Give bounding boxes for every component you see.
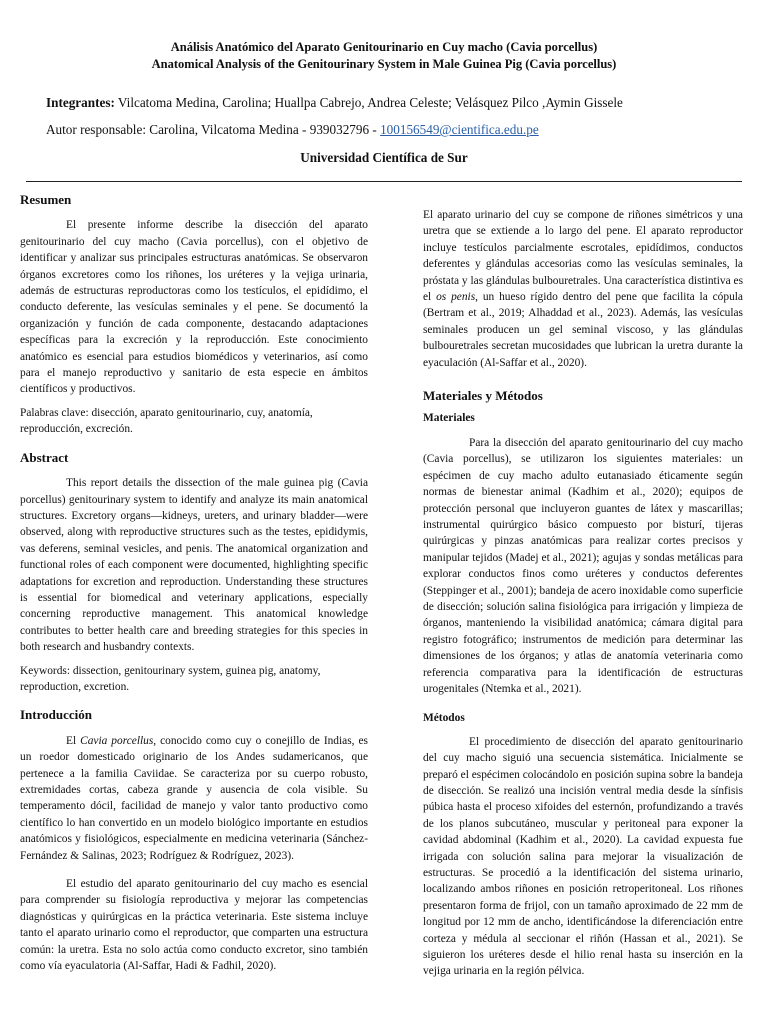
university-name: Universidad Científica de Sur: [300, 150, 468, 165]
paper-title-english: Anatomical Analysis of the Genitourinary System in Male Guinea Pig (Cavia porcellus): [151, 57, 617, 71]
abstract-body: This report details the dissection of the male guinea pig (Cavia porcellus) genitourinary system to identify and analyze its main anatomical structures. Excretory organs—kidneys, ureters, and urinary bladder—were observed, along with reproductive structures such as the testes, epididymis, vas deferens, seminal vesicles, and penis. The anatomical organization and functional roles of each component were documented, highlighting specific adaptations for excretion and reproduction. Understanding these structures is essential for biomedical and veterinary applications, especially concerning reproductive management. This anatomical knowledge contributes to better health care and breeding strategies for this species in both research and husbandry contexts.: [20, 477, 368, 654]
materials-heading: Materiales: [423, 412, 475, 425]
members-label: Integrantes:: [46, 95, 115, 110]
intro-p1-pre: El: [66, 734, 81, 747]
intro-p3-pre: El aparato urinario del cuy se compone de riñones simétricos y una uretra que se extiende a lo largo del pene. El aparato reproductor incluye testículos parcialmente escrotales, epidídimos, conductos deferentes y glándulas accesorias como las vesículas seminales, la próstata y las glándulas bulbouretrales. Una característica distintiva es el: [423, 209, 743, 304]
right-column: [423, 207, 743, 980]
intro-paragraph-2: El estudio del aparato genitourinario del cuy macho es esencial para comprender su fisiología reproductiva y mejorar las competencias diagnósticas y quirúrgicas en la práctica veterinaria. Este sistema incluye tanto el aparato urinario como el reproductor, que comparten una estructura común: la uretra. Esta no solo actúa como conducto excretor, sino también como vía eyaculatoria (Al-Saffar, Hadi & Fadhil, 2020).: [20, 878, 368, 973]
materials-body: Para la disección del aparato genitourinario del cuy macho (Cavia porcellus), se utilizaron los siguientes materiales: un espécimen de cuy macho adulto eutanasiado éticamente según normas de bienestar animal (Kadhim et al., 2020); equipos de protección personal que incluyeron guantes de látex y mascarillas; instrumental quirúrgico básico compuesto por bisturí, tijeras quirúrgicas y pinzas anatómicas para realizar cortes precisos y manipular tejidos (Madej et al., 2021); agujas y sondas metálicas para explorar conductos finos como uréteres y conductos deferentes (Steppinger et al., 2001); bandeja de acero inoxidable como superficie de disección; solución salina fisiológica para irrigación y limpieza de órganos, manteniendo la visibilidad anatómica; cámara digital para registro fotográfico; instrumentos de medición para determinar las dimensiones de los órganos; y atlas de anatomía veterinaria como referencia comparativa para la identificación de estructuras urogenitales (Ntemka et al., 2021).: [423, 436, 743, 695]
intro-heading: Introducción: [20, 707, 92, 723]
members-line: [46, 95, 623, 111]
methods-subheading: Métodos: [423, 712, 465, 725]
abstract-keywords: Keywords: dissection, genitourinary system, guinea pig, anatomy, reproduction, excretion.: [20, 664, 321, 693]
methods-heading: Materiales y Métodos: [423, 388, 543, 404]
abstract-heading: Abstract: [20, 449, 69, 465]
author-line: [46, 122, 539, 138]
intro-paragraph-1: [20, 733, 368, 864]
author-text: Autor responsable: Carolina, Vilcatoma Medina - 939032796 -: [46, 122, 381, 137]
left-column: [20, 192, 368, 974]
intro-paragraph-3: [423, 207, 743, 371]
header-divider: [26, 181, 742, 182]
intro-p1-species: Cavia porcellus: [80, 734, 154, 747]
intro-p1-post: , conocido como cuy o conejillo de Indias, es un roedor domesticado originario de los Andes sudamericanos, que pertenece a la familia Caviidae. Se caracteriza por su cuerpo robusto, extremidades cortas, cabeza grande y ausencia de cola visible. Su temperamento dócil, facilidad de manejo y valor tanto productivo como científico lo han convertido en un modelo biológico importante en estudios anatómicos y fisiológicos, especialmente en medicina veterinaria (Sánchez-Fernández & Salinas, 2023; Rodríguez & Rodríguez, 2023).: [20, 734, 368, 862]
methods-body: El procedimiento de disección del aparato genitourinario del cuy macho siguió una secuencia sistemática. Inicialmente se preparó el espécimen colocándolo en posición supina sobre la bandeja de disección. Se realizó una incisión ventral media desde la sínfisis púbica hasta el proceso xifoides del esternón, profundizando a través de los planos subcutáneo, muscular y peritoneal para exponer la cavidad abdominal (Kadhim et al., 2020). La cavidad expuesta fue irrigada con solución salina para mejorar la visualización de estructuras. Se procedió a la identificación del sistema urinario, localizando ambos riñones en posición retroperitoneal. Los riñones presentaron forma de frijol, con un tamaño aproximado de 22 mm de longitud por 12 mm de ancho, identificándose la diferenciación entre corteza y médula al seccionar el riñón (Hassan et al., 2021). Se siguieron los uréteres desde el hilio renal hasta su inserción en la vejiga urinaria en la región pélvica.: [423, 735, 743, 978]
resumen-heading: Resumen: [20, 192, 72, 207]
members-names: Vilcatoma Medina, Carolina; Huallpa Cabrejo, Andrea Celeste; Velásquez Pilco ,Aymin Gissele: [114, 95, 623, 110]
intro-p3-post: , un hueso rígido dentro del pene que facilita la cópula (Bertram et al., 2019; Alhaddad et al., 2023). Además, las vesículas seminales producen un gel seminal viscoso, y las glándulas bulbouretrales secretan mucosidades que lubrican la uretra durante la eyaculación (Al-Saffar et al., 2020).: [423, 291, 743, 369]
author-email-link[interactable]: 100156549@cientifica.edu.pe: [380, 122, 539, 137]
intro-p3-os-penis: os penis: [436, 291, 476, 304]
paper-title-spanish: Análisis Anatómico del Aparato Genitourinario en Cuy macho (Cavia porcellus): [170, 40, 598, 54]
resumen-keywords: Palabras clave: disección, aparato genitourinario, cuy, anatomía, reproducción, excreción.: [20, 406, 313, 436]
resumen-body: El presente informe describe la disección del aparato genitourinario del cuy macho (Cavia porcellus), con el objetivo de identificar y analizar sus principales estructuras anatómicas. Se observaron órganos excretores como los riñones, los uréteres y la vejiga urinaria, además de estructuras reproductoras como los testículos, el epidídimo, el conducto deferente, las vesículas seminales y el pene. Se documentó la organización y función de cada componente, destacando adaptaciones específicas para la excreción y la reproducción. Este conocimiento anatómico es esencial para estudios biomédicos y veterinarios, así como para el manejo reproductivo y sanitario de esta especie en ámbitos científicos y productivos.: [20, 219, 368, 396]
